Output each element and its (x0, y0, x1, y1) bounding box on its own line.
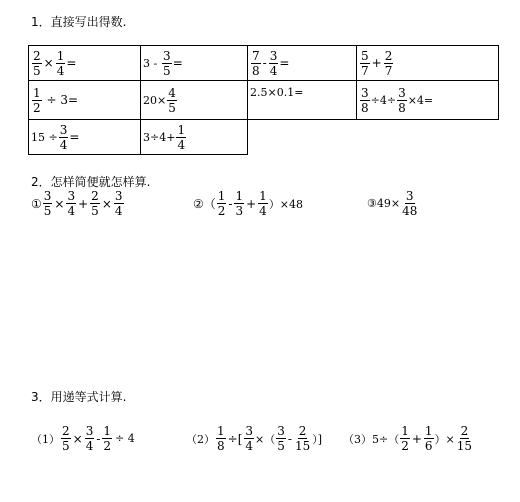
math-text: ③49× (367, 197, 401, 210)
math-text: 15 ÷ (31, 130, 58, 144)
denominator: 7 (384, 63, 393, 78)
denominator: 6 (424, 439, 433, 453)
problem-3-2 (186, 425, 322, 452)
math-text: = (66, 55, 77, 70)
fraction (32, 50, 42, 77)
fraction (269, 50, 279, 77)
math-text: ① (31, 196, 42, 211)
denominator: 48 (402, 204, 418, 218)
fraction (162, 50, 172, 77)
fraction (43, 190, 53, 217)
fraction (294, 425, 311, 452)
fraction (85, 425, 95, 452)
math-text: 3÷4+ (143, 130, 176, 144)
math-text: × (43, 55, 54, 70)
fraction (66, 190, 76, 217)
numerator: 3 (405, 189, 414, 203)
fraction (56, 50, 66, 77)
numerator: 3 (43, 189, 52, 203)
denominator: 8 (217, 439, 225, 453)
problem-2-2 (193, 190, 303, 217)
fraction (276, 425, 286, 452)
fraction (258, 190, 268, 217)
denominator: 2 (103, 439, 112, 453)
math-text: = (69, 129, 80, 144)
denominator: 2 (401, 439, 409, 453)
fraction (400, 425, 410, 452)
math-text: 3 - (143, 56, 158, 70)
math-text: （1） (31, 432, 60, 446)
math-text: - (287, 431, 292, 446)
denominator: 5 (33, 63, 41, 78)
fraction (424, 425, 434, 452)
numerator: 3 (59, 122, 68, 137)
math-text: ）× (434, 432, 455, 446)
problem-cell (357, 46, 499, 81)
problem-3-3 (343, 425, 474, 452)
problem-cell (29, 120, 141, 155)
math-text: + (78, 196, 89, 211)
problem-cell (357, 81, 499, 120)
fraction (384, 50, 394, 77)
denominator: 8 (252, 63, 260, 78)
numerator: 3 (277, 424, 285, 438)
math-text: - (262, 55, 267, 70)
fraction (217, 190, 227, 217)
fraction (456, 425, 473, 452)
numerator: 7 (252, 48, 260, 63)
numerator: 1 (235, 189, 244, 203)
numerator: 1 (259, 189, 267, 203)
math-text: ×4= (407, 93, 434, 107)
numerator: 3 (269, 48, 278, 63)
numerator: 2 (33, 48, 41, 63)
problem-cell (141, 81, 248, 120)
mental-math-table (28, 45, 499, 155)
denominator: 15 (294, 439, 311, 453)
denominator: 5 (91, 204, 99, 218)
problem-2-1 (31, 190, 125, 217)
denominator: 3 (235, 204, 244, 218)
numerator: 1 (424, 424, 433, 438)
denominator: 5 (168, 100, 176, 115)
numerator: 2 (298, 424, 307, 438)
problem-cell (29, 81, 141, 120)
denominator: 8 (398, 100, 406, 115)
numerator: 2 (460, 424, 469, 438)
denominator: 15 (456, 439, 473, 453)
fraction (244, 425, 254, 452)
numerator: 3 (67, 189, 76, 203)
denominator: 4 (59, 137, 68, 152)
fraction (59, 124, 69, 151)
denominator: 4 (269, 63, 278, 78)
denominator: 5 (277, 439, 285, 453)
math-text: × (72, 431, 83, 446)
denominator: 4 (177, 137, 186, 152)
fraction (397, 87, 407, 114)
denominator: 5 (43, 204, 52, 218)
problem-cell (248, 81, 357, 120)
empty-cell (357, 120, 499, 155)
problem-cell (29, 46, 141, 81)
fraction (90, 190, 100, 217)
math-text: + (411, 431, 422, 446)
fraction (216, 425, 226, 452)
math-text: ÷ 4 (115, 432, 135, 445)
math-text: + (246, 196, 257, 211)
denominator: 5 (62, 439, 70, 453)
denominator: 4 (85, 439, 94, 453)
math-text: ÷ 3= (46, 92, 79, 107)
problem-3-1 (31, 425, 135, 452)
denominator: 4 (67, 204, 76, 218)
denominator: 4 (259, 204, 267, 218)
fraction (176, 124, 186, 151)
math-text: ②（ (193, 197, 216, 211)
numerator: 3 (163, 48, 171, 63)
fraction (32, 87, 42, 114)
numerator: 1 (103, 424, 112, 438)
math-text: ）] (312, 432, 323, 446)
section2-heading: 2．怎样简便就怎样算. (31, 175, 151, 189)
denominator: 4 (56, 63, 65, 78)
numerator: 4 (168, 85, 176, 100)
numerator: 1 (56, 48, 65, 63)
numerator: 1 (401, 424, 409, 438)
math-text: ÷[ (227, 431, 243, 446)
denominator: 2 (217, 204, 226, 218)
math-text: × (54, 196, 65, 211)
problem-cell (141, 120, 248, 155)
fraction (251, 50, 261, 77)
numerator: 2 (384, 48, 393, 63)
denominator: 4 (245, 439, 254, 453)
math-text: （2） (186, 432, 215, 446)
numerator: 3 (361, 85, 369, 100)
math-text: - (228, 196, 233, 211)
numerator: 2 (62, 424, 70, 438)
fraction (61, 425, 71, 452)
denominator: 7 (361, 63, 369, 78)
denominator: 8 (361, 100, 369, 115)
numerator: 3 (85, 424, 94, 438)
denominator: 5 (163, 63, 171, 78)
problem-cell (141, 46, 248, 81)
math-text: + (371, 55, 382, 70)
fraction (360, 50, 370, 77)
fraction (401, 190, 418, 217)
numerator: 3 (245, 424, 254, 438)
math-text: ×（ (255, 432, 276, 446)
math-text: 20× (143, 93, 167, 107)
numerator: 1 (217, 189, 226, 203)
section3-heading: 3．用递等式计算. (31, 390, 127, 404)
fraction (360, 87, 370, 114)
math-text: × (101, 196, 112, 211)
numerator: 1 (217, 424, 225, 438)
problem-cell (248, 46, 357, 81)
math-text: ）×48 (268, 197, 304, 211)
empty-cell (248, 120, 357, 155)
denominator: 2 (33, 100, 41, 115)
math-text: - (96, 431, 101, 446)
fraction (114, 190, 124, 217)
math-text: ÷4÷ (370, 93, 397, 107)
numerator: 1 (177, 122, 186, 137)
math-text: （3）5÷（ (343, 432, 400, 446)
fraction (102, 425, 112, 452)
numerator: 3 (114, 189, 123, 203)
section1-heading: 1．直接写出得数. (31, 15, 127, 29)
math-text: = (172, 55, 183, 70)
math-text: = (279, 55, 290, 70)
numerator: 5 (361, 48, 369, 63)
fraction (167, 87, 177, 114)
problem-2-3 (367, 190, 419, 217)
numerator: 1 (33, 85, 41, 100)
fraction (234, 190, 244, 217)
denominator: 4 (114, 204, 123, 218)
numerator: 2 (91, 189, 99, 203)
math-text: 2.5×0.1= (250, 86, 304, 99)
numerator: 3 (398, 85, 406, 100)
